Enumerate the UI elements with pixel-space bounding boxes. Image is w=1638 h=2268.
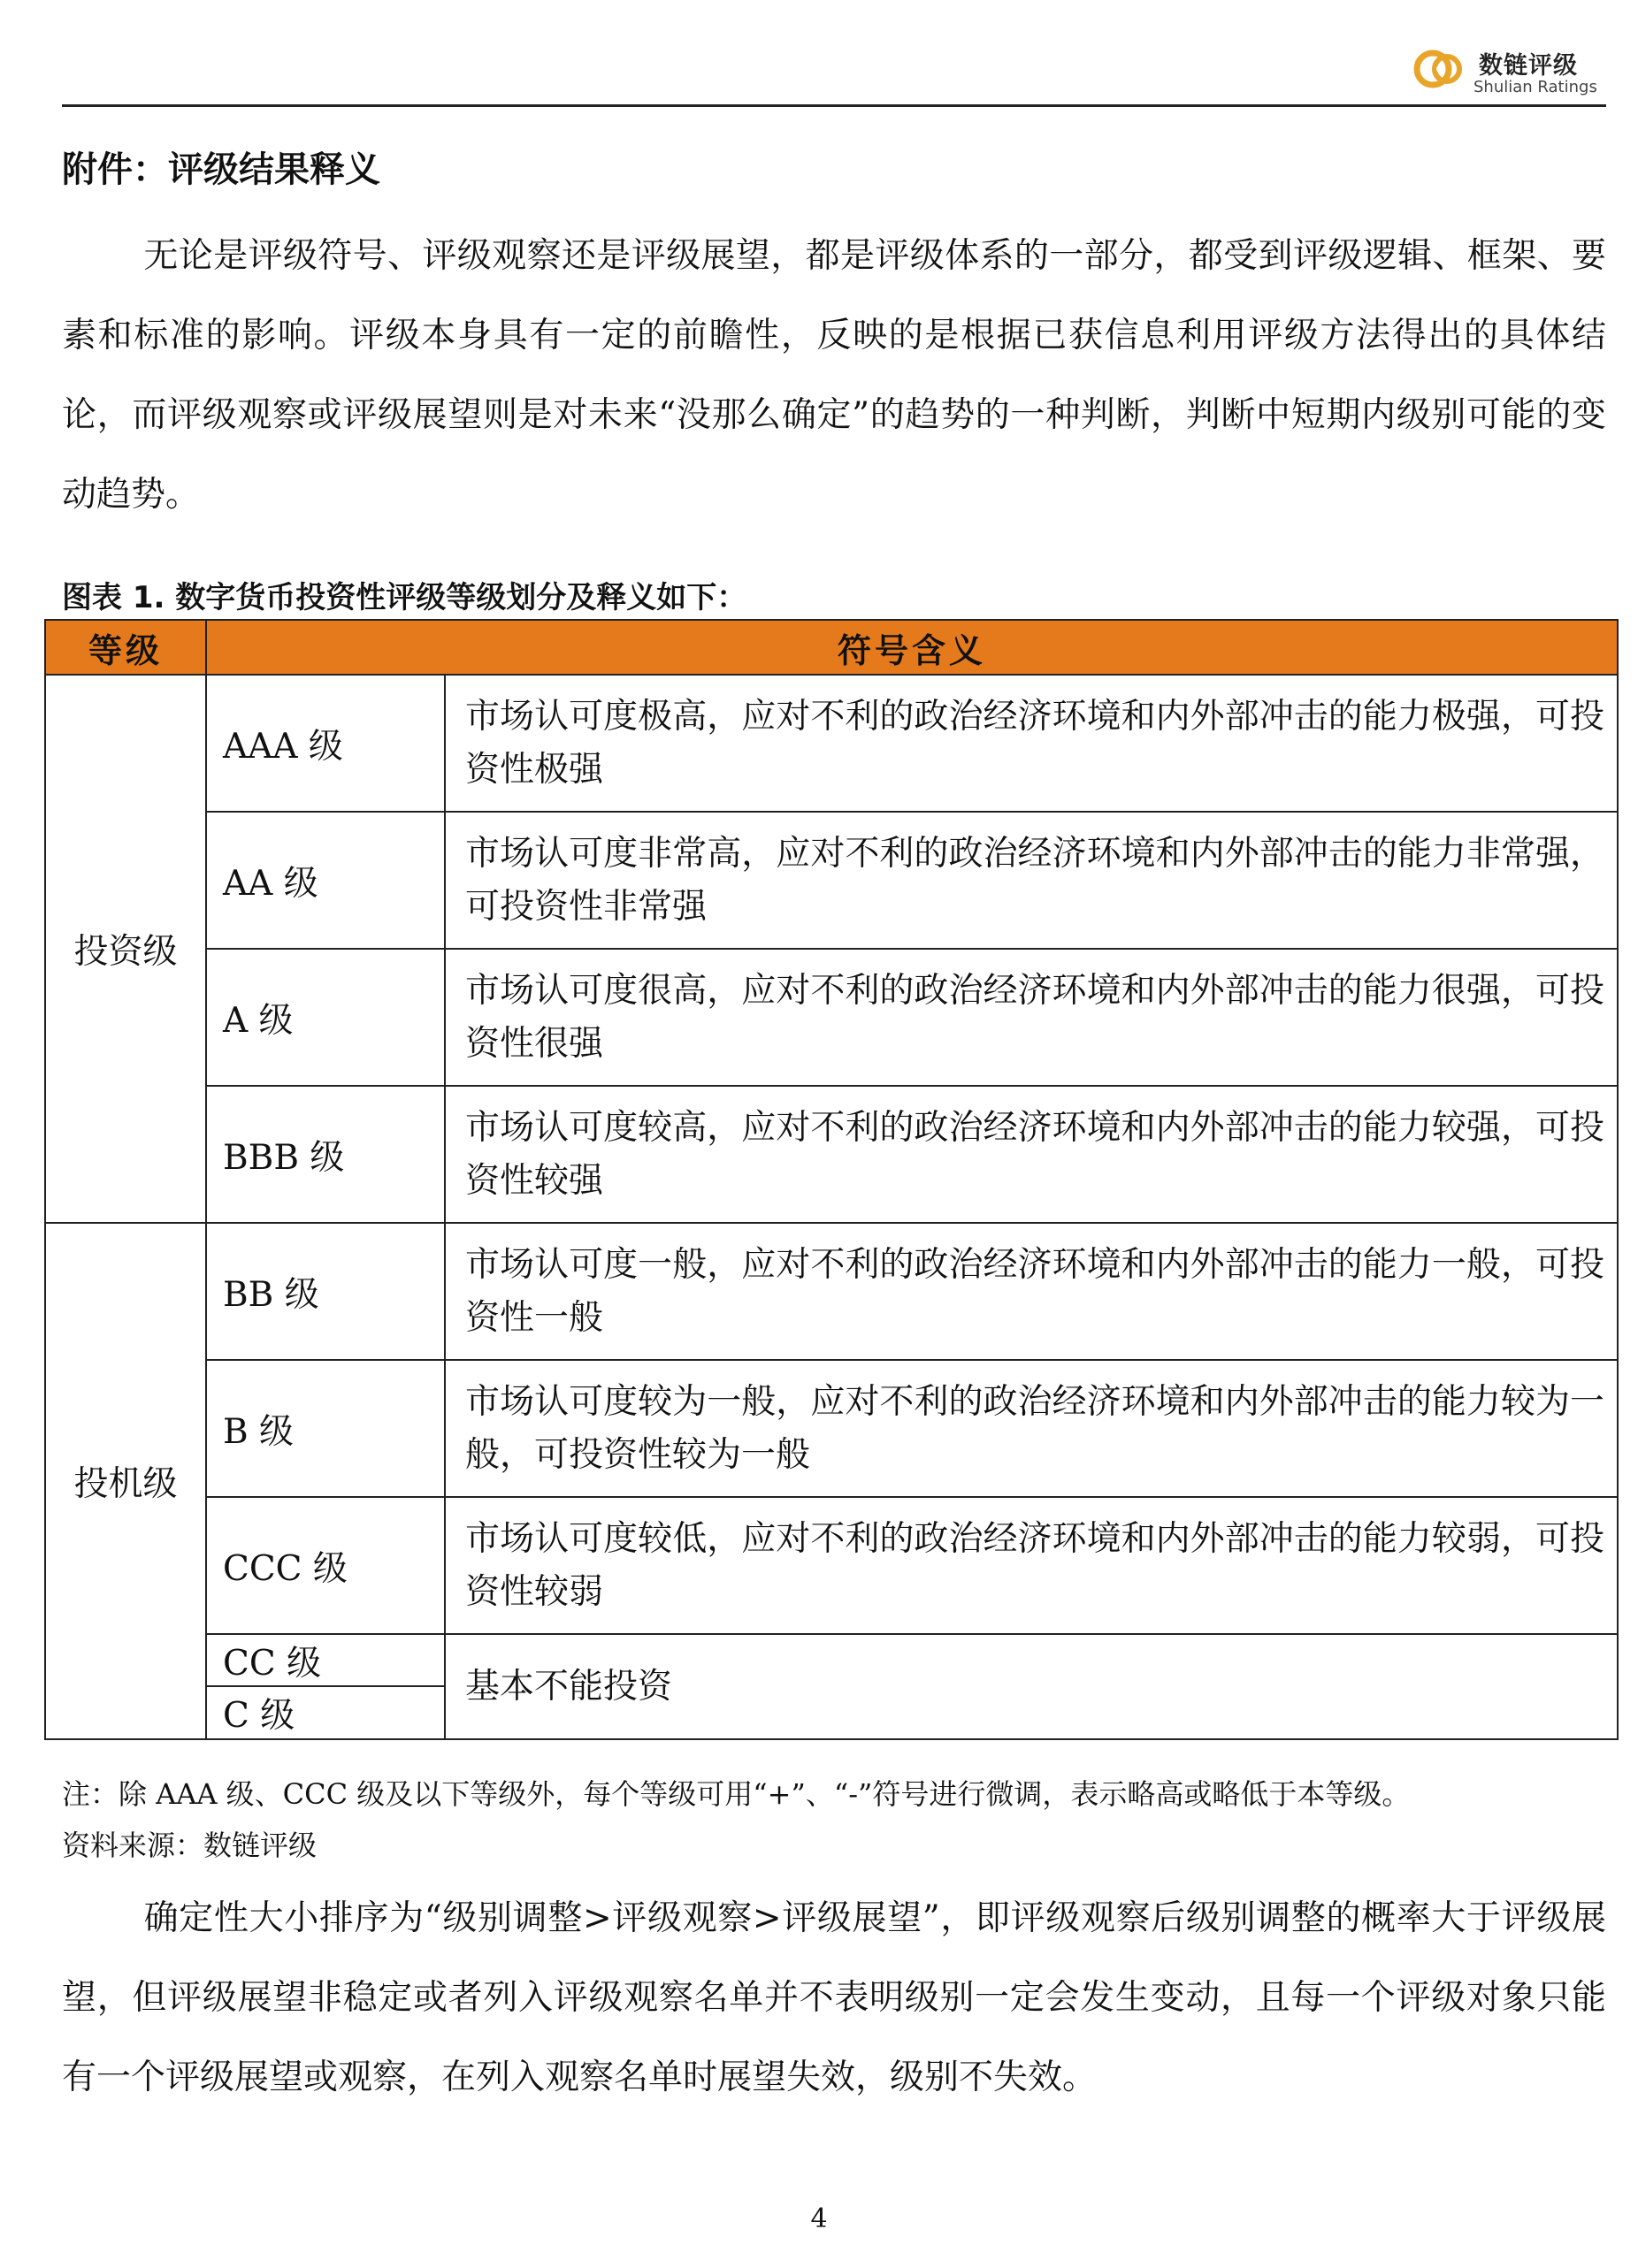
grade-cell: BB 级 [206,1223,445,1360]
table-row [45,1086,1618,1223]
table-row [45,675,1618,812]
closing-paragraph-text: 确定性大小排序为“级别调整>评级观察>评级展望”，即评级观察后级别调整的概率大于评级展望，但评级展望非稳定或者列入评级观察名单并不表明级别一定会发生变动，且每一个评级对象只能有一个评级展望或观察，在列入观察名单时展望失效，级别不失效。 [62,1898,1606,2097]
grade-cell: CC 级 [206,1634,445,1686]
table-row [45,1497,1618,1634]
closing-paragraph [62,1879,1606,2118]
intro-paragraph-text: 无论是评级符号、评级观察还是评级展望，都是评级体系的一部分，都受到评级逻辑、框架、要素和标准的影响。评级本身具有一定的前瞻性，反映的是根据已获信息利用评级方法得出的具体结论，而评级观察或评级展望则是对未来“没那么确定”的趋势的一种判断，判断中短期内级别可能的变动趋势。 [62,236,1606,515]
rating-scale-table [44,619,1619,1740]
meaning-cell: 市场认可度非常高，应对不利的政治经济环境和内外部冲击的能力非常强，可投资性非常强 [445,812,1618,949]
table-row [45,1360,1618,1497]
grade-cell: C 级 [206,1686,445,1739]
meaning-cell: 市场认可度很高，应对不利的政治经济环境和内外部冲击的能力很强，可投资性很强 [445,949,1618,1086]
header-grade: 等级 [45,620,206,675]
table-caption: 图表 1. 数字货币投资性评级等级划分及释义如下： [62,580,747,615]
table-row [45,1223,1618,1360]
meaning-cell: 市场认可度一般，应对不利的政治经济环境和内外部冲击的能力一般，可投资性一般 [445,1223,1618,1360]
meaning-cell: 市场认可度较高，应对不利的政治经济环境和内外部冲击的能力较强，可投资性较强 [445,1086,1618,1223]
brand-name-en: Shulian Ratings [1473,78,1597,96]
category-investment: 投资级 [45,675,206,1223]
table-row [45,1634,1618,1686]
shulian-logo-icon [1413,46,1465,92]
grade-cell: B 级 [206,1360,445,1497]
grade-cell: AAA 级 [206,675,445,812]
meaning-cell: 市场认可度极高，应对不利的政治经济环境和内外部冲击的能力极强，可投资性极强 [445,675,1618,812]
grade-cell: BBB 级 [206,1086,445,1223]
meaning-cell: 市场认可度较低，应对不利的政治经济环境和内外部冲击的能力较弱，可投资性较弱 [445,1497,1618,1634]
table-header-row [45,620,1618,675]
table-note: 注：除 AAA 级、CCC 级及以下等级外，每个等级可用“+”、“-”符号进行微调，表示略高或略低于本等级。 [62,1777,1411,1811]
table-row [45,812,1618,949]
grade-cell: AA 级 [206,812,445,949]
section-heading: 附件：评级结果释义 [62,149,380,190]
intro-paragraph [62,217,1606,535]
page-number: 4 [810,2203,828,2234]
meaning-cell: 基本不能投资 [445,1634,1618,1739]
grade-cell: CCC 级 [206,1497,445,1634]
brand-name-cn: 数链评级 [1479,52,1578,80]
header-divider [62,104,1606,107]
table-source: 资料来源：数链评级 [62,1829,318,1862]
table-row [45,949,1618,1086]
meaning-cell: 市场认可度较为一般，应对不利的政治经济环境和内外部冲击的能力较为一般，可投资性较为一般 [445,1360,1618,1497]
header-meaning: 符号含义 [206,620,1618,675]
grade-cell: A 级 [206,949,445,1086]
category-speculative: 投机级 [45,1223,206,1739]
